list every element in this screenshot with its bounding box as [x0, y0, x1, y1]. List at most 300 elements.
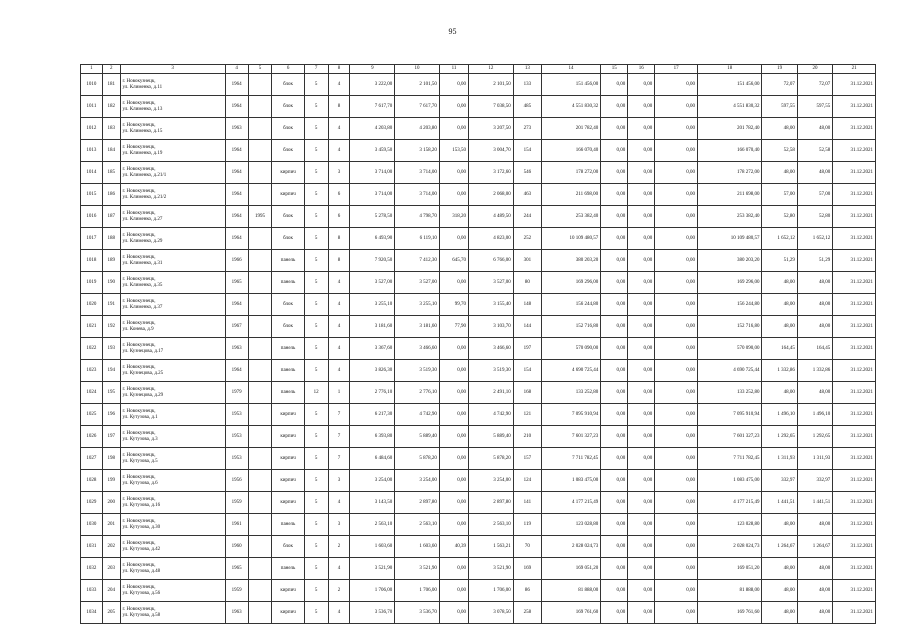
address-city: г. Новокузнецк, — [122, 320, 156, 326]
table-cell — [248, 74, 272, 96]
table-cell: 3 527,00 — [350, 272, 395, 294]
table-cell: 4 — [328, 360, 350, 382]
table-cell: 5 — [304, 536, 328, 558]
table-cell — [248, 316, 272, 338]
table-cell: 0,00 — [601, 338, 628, 360]
address-street: ул. Клименко, д.21/2 — [122, 194, 167, 200]
table-cell: 148 — [513, 294, 541, 316]
table-cell — [248, 580, 272, 602]
table-cell: 3 254,00 — [469, 470, 514, 492]
table-cell: 3 521,90 — [469, 558, 514, 580]
table-cell: 2 068,00 — [469, 184, 514, 206]
table-cell: 5 — [304, 118, 328, 140]
table-cell: 0,00 — [439, 338, 468, 360]
table-cell: 0,00 — [628, 294, 655, 316]
address-street: ул. Кутузова, д.16 — [122, 502, 161, 508]
table-cell: 0,00 — [628, 74, 655, 96]
table-cell: 178 272,00 — [541, 162, 600, 184]
table-cell: 0,00 — [439, 558, 468, 580]
table-cell: 201 — [102, 514, 120, 536]
table-row — [81, 316, 876, 338]
table-cell: 184 — [102, 140, 120, 162]
table-cell: 31.12.2021 — [833, 470, 876, 492]
table-cell: 0,00 — [655, 514, 698, 536]
table-cell: 123 028,80 — [697, 514, 762, 536]
table-cell: 1019 — [81, 272, 103, 294]
table-cell: 2 — [328, 536, 350, 558]
address-cell — [120, 206, 225, 228]
table-cell: 4 690 725,44 — [697, 360, 762, 382]
address-street: ул. Кутузова, д.30 — [122, 524, 161, 530]
table-cell: 332,97 — [762, 470, 797, 492]
table-cell: 3 714,00 — [350, 162, 395, 184]
table-cell: 203 — [102, 558, 120, 580]
address-street: ул. Кутузова, д.1 — [122, 414, 158, 420]
table-cell: 123 028,80 — [541, 514, 600, 536]
table-cell — [248, 140, 272, 162]
table-row — [81, 382, 876, 404]
table-cell: 5 — [304, 338, 328, 360]
table-cell — [248, 558, 272, 580]
table-cell: 5 — [304, 184, 328, 206]
table-cell: 6 393,80 — [350, 426, 395, 448]
table-cell: 0,00 — [655, 228, 698, 250]
table-cell: 301 — [513, 250, 541, 272]
table-cell: 0,00 — [628, 404, 655, 426]
table-cell: 1 332,86 — [797, 360, 832, 382]
table-cell: блок — [272, 206, 304, 228]
table-cell: 645,70 — [439, 250, 468, 272]
table-cell: 0,00 — [601, 558, 628, 580]
table-cell: 1032 — [81, 558, 103, 580]
table-cell: 151 456,00 — [541, 74, 600, 96]
table-cell: 2 101,50 — [395, 74, 440, 96]
table-cell: 0,00 — [439, 580, 468, 602]
table-cell: 3 — [328, 470, 350, 492]
table-cell: 31.12.2021 — [833, 140, 876, 162]
table-cell: 4 823,00 — [469, 228, 514, 250]
table-cell: 0,00 — [601, 272, 628, 294]
table-cell: 4 690 725,44 — [541, 360, 600, 382]
address-cell — [120, 558, 225, 580]
table-cell: 1963 — [225, 338, 248, 360]
table-cell: 0,00 — [439, 118, 468, 140]
table-cell: 1965 — [225, 272, 248, 294]
table-cell: 199 — [102, 470, 120, 492]
table-cell: 195 — [102, 382, 120, 404]
table-cell: 196 — [102, 404, 120, 426]
table-row — [81, 558, 876, 580]
column-number-5: 5 — [248, 65, 272, 74]
table-cell: 0,00 — [439, 360, 468, 382]
table-cell: 1012 — [81, 118, 103, 140]
address-street: ул. Клименко, д.19 — [122, 150, 163, 156]
table-cell — [248, 250, 272, 272]
table-cell: 5 — [304, 316, 328, 338]
address-city: г. Новокузнецк, — [122, 342, 156, 348]
table-cell: 1013 — [81, 140, 103, 162]
address-city: г. Новокузнецк, — [122, 298, 156, 304]
address-city: г. Новокузнецк, — [122, 144, 156, 150]
table-cell: 133 252,80 — [697, 382, 762, 404]
table-cell: 5 — [304, 580, 328, 602]
table-cell: 187 — [102, 206, 120, 228]
table-cell: кирпич — [272, 162, 304, 184]
table-cell: 0,00 — [655, 206, 698, 228]
table-cell: 1 083 475,00 — [541, 470, 600, 492]
table-cell: 1027 — [81, 448, 103, 470]
table-cell: 252 — [513, 228, 541, 250]
table-cell: 0,00 — [439, 184, 468, 206]
table-cell: 0,00 — [628, 470, 655, 492]
table-row — [81, 272, 876, 294]
table-cell: 169 296,00 — [697, 272, 762, 294]
column-number-10: 10 — [395, 65, 440, 74]
table-cell: панель — [272, 338, 304, 360]
table-cell: 200 — [102, 492, 120, 514]
address-cell — [120, 316, 225, 338]
table-cell: 6 493,90 — [350, 228, 395, 250]
table-cell: 1 311,93 — [797, 448, 832, 470]
table-cell: 1 603,60 — [350, 536, 395, 558]
table-cell: 31.12.2021 — [833, 316, 876, 338]
address-cell — [120, 228, 225, 250]
table-cell: 1964 — [225, 74, 248, 96]
table-cell: 3 181,60 — [395, 316, 440, 338]
table-cell: 3 527,00 — [469, 272, 514, 294]
table-cell: 1967 — [225, 316, 248, 338]
table-cell: 1 563,21 — [469, 536, 514, 558]
table-cell: 1966 — [225, 250, 248, 272]
table-cell: 3 714,00 — [395, 162, 440, 184]
table-cell: 332,97 — [797, 470, 832, 492]
table-cell: 0,00 — [655, 338, 698, 360]
table-cell: кирпич — [272, 404, 304, 426]
table-cell: 192 — [102, 316, 120, 338]
table-row — [81, 74, 876, 96]
table-cell: 1010 — [81, 74, 103, 96]
table-cell: 48,00 — [762, 162, 797, 184]
table-cell: 0,00 — [628, 206, 655, 228]
table-cell: 204 — [102, 580, 120, 602]
table-cell: 3 255,10 — [395, 294, 440, 316]
table-cell: 52,80 — [762, 206, 797, 228]
table-cell: 0,00 — [628, 272, 655, 294]
table-cell: 2 563,10 — [469, 514, 514, 536]
table-cell: 1 441,51 — [762, 492, 797, 514]
column-number-11: 11 — [439, 65, 468, 74]
table-cell: 2 897,80 — [395, 492, 440, 514]
table-cell: 0,00 — [655, 536, 698, 558]
table-cell: 185 — [102, 162, 120, 184]
table-cell: 197 — [102, 426, 120, 448]
table-cell: 1 496,10 — [762, 404, 797, 426]
table-cell: 0,00 — [628, 536, 655, 558]
table-cell: 0,00 — [628, 140, 655, 162]
table-cell: 31.12.2021 — [833, 580, 876, 602]
table-cell: 1021 — [81, 316, 103, 338]
table-cell: 0,00 — [439, 448, 468, 470]
table-cell: 0,00 — [601, 74, 628, 96]
table-cell: 3 172,60 — [469, 162, 514, 184]
address-street: ул. Кутузова, д.42 — [122, 546, 161, 552]
address-cell — [120, 404, 225, 426]
table-cell: 3 158,20 — [395, 140, 440, 162]
table-cell: 3 521,90 — [350, 558, 395, 580]
table-cell: 31.12.2021 — [833, 382, 876, 404]
table-cell: 7 601 327,23 — [541, 426, 600, 448]
table-cell: 31.12.2021 — [833, 536, 876, 558]
table-cell: кирпич — [272, 426, 304, 448]
table-cell: 1 603,60 — [395, 536, 440, 558]
table-cell: 1964 — [225, 294, 248, 316]
table-cell: 1018 — [81, 250, 103, 272]
table-cell — [248, 404, 272, 426]
table-row — [81, 360, 876, 382]
table-cell: 463 — [513, 184, 541, 206]
table-cell: 0,00 — [628, 382, 655, 404]
table-cell: 1 706,00 — [350, 580, 395, 602]
address-street: ул. Клименко, д.15 — [122, 128, 163, 134]
table-cell: 0,00 — [655, 470, 698, 492]
table-cell: 0,00 — [601, 294, 628, 316]
column-number-2: 2 — [102, 65, 120, 74]
table-cell: 81 888,00 — [541, 580, 600, 602]
table-cell: 8 — [328, 228, 350, 250]
address-city: г. Новокузнецк, — [122, 100, 156, 106]
table-cell: 1959 — [225, 492, 248, 514]
table-cell: 210 — [513, 426, 541, 448]
table-cell: 164,45 — [762, 338, 797, 360]
table-cell: 52,58 — [762, 140, 797, 162]
table-cell: 70 — [513, 536, 541, 558]
table-cell: панель — [272, 360, 304, 382]
address-city: г. Новокузнецк, — [122, 606, 156, 612]
table-cell: 0,00 — [655, 404, 698, 426]
table-cell: 3 — [328, 162, 350, 184]
table-cell: 1033 — [81, 580, 103, 602]
table-row — [81, 448, 876, 470]
column-number-7: 7 — [304, 65, 328, 74]
table-cell: 485 — [513, 96, 541, 118]
table-cell: 4 203,80 — [395, 118, 440, 140]
table-cell: 0,00 — [601, 360, 628, 382]
table-cell: панель — [272, 382, 304, 404]
table-cell: кирпич — [272, 602, 304, 624]
table-cell: 31.12.2021 — [833, 426, 876, 448]
table-row — [81, 602, 876, 624]
address-city: г. Новокузнецк, — [122, 166, 156, 172]
table-cell: 5 — [304, 228, 328, 250]
table-cell: 1 706,00 — [395, 580, 440, 602]
table-cell: 31.12.2021 — [833, 96, 876, 118]
table-cell: 169 051,20 — [697, 558, 762, 580]
address-street: ул. Конева, д.9 — [122, 326, 154, 332]
table-cell: 1 264,67 — [797, 536, 832, 558]
table-cell: 2 028 024,73 — [541, 536, 600, 558]
table-cell: 3 367,60 — [350, 338, 395, 360]
table-row — [81, 426, 876, 448]
address-cell — [120, 74, 225, 96]
column-number-14: 14 — [541, 65, 600, 74]
table-cell: 1015 — [81, 184, 103, 206]
table-cell: 202 — [102, 536, 120, 558]
table-cell: 546 — [513, 162, 541, 184]
table-cell: 3 004,70 — [469, 140, 514, 162]
table-cell: 166 070,40 — [697, 140, 762, 162]
address-street: ул. Клименко, д.31 — [122, 260, 163, 266]
table-cell: 31.12.2021 — [833, 404, 876, 426]
table-cell: 0,00 — [655, 558, 698, 580]
address-cell — [120, 118, 225, 140]
table-cell: 0,00 — [655, 294, 698, 316]
address-cell — [120, 470, 225, 492]
table-cell: 4 551 830,32 — [697, 96, 762, 118]
table-cell: 1028 — [81, 470, 103, 492]
table-cell — [248, 514, 272, 536]
table-cell: 7 095 910,94 — [541, 404, 600, 426]
table-cell: 0,00 — [439, 492, 468, 514]
table-cell: 57,00 — [797, 184, 832, 206]
table-cell: 178 272,00 — [697, 162, 762, 184]
table-cell: блок — [272, 316, 304, 338]
table-cell: 1960 — [225, 536, 248, 558]
table-cell: блок — [272, 96, 304, 118]
table-cell: 570 090,00 — [697, 338, 762, 360]
column-number-17: 17 — [655, 65, 698, 74]
table-cell: 0,00 — [439, 162, 468, 184]
table-cell: 5 — [304, 448, 328, 470]
table-cell: 48,00 — [762, 580, 797, 602]
table-cell: 0,00 — [655, 250, 698, 272]
table-cell — [248, 382, 272, 404]
table-cell: 3 155,40 — [469, 294, 514, 316]
table-cell: 7 711 782,45 — [541, 448, 600, 470]
table-cell: 0,00 — [439, 404, 468, 426]
address-city: г. Новокузнецк, — [122, 364, 156, 370]
address-street: ул. Кутузова, д.6 — [122, 480, 158, 486]
table-cell: 31.12.2021 — [833, 360, 876, 382]
table-cell: 1964 — [225, 184, 248, 206]
table-cell: 169 — [513, 558, 541, 580]
address-street: ул. Кутузова, д.3 — [122, 436, 158, 442]
table-row — [81, 206, 876, 228]
table-row — [81, 580, 876, 602]
table-cell: 0,00 — [655, 184, 698, 206]
table-cell: 5 — [304, 96, 328, 118]
table-cell: 48,00 — [762, 118, 797, 140]
address-city: г. Новокузнецк, — [122, 254, 156, 260]
address-cell — [120, 536, 225, 558]
table-cell: 1022 — [81, 338, 103, 360]
table-cell: 48,00 — [762, 316, 797, 338]
table-cell: 0,00 — [628, 184, 655, 206]
table-cell: 0,00 — [601, 602, 628, 624]
address-cell — [120, 514, 225, 536]
table-cell: 77,90 — [439, 316, 468, 338]
column-number-9: 9 — [350, 65, 395, 74]
table-cell: 0,00 — [601, 140, 628, 162]
table-cell: панель — [272, 250, 304, 272]
address-street: ул. Кутузова, д.48 — [122, 568, 161, 574]
table-cell: 4 — [328, 140, 350, 162]
table-cell: 152 716,80 — [541, 316, 600, 338]
table-cell: 0,00 — [628, 118, 655, 140]
table-row — [81, 294, 876, 316]
table-cell: 4 — [328, 118, 350, 140]
table-cell: 151 456,00 — [697, 74, 762, 96]
table-cell: 1959 — [225, 580, 248, 602]
table-cell: 5 — [304, 602, 328, 624]
table-cell: 1016 — [81, 206, 103, 228]
address-cell — [120, 602, 225, 624]
table-cell: 0,00 — [628, 316, 655, 338]
address-city: г. Новокузнецк, — [122, 276, 156, 282]
table-cell: 48,00 — [762, 514, 797, 536]
table-cell: 2 776,10 — [350, 382, 395, 404]
table-cell: 190 — [102, 272, 120, 294]
table-cell: 4 742,90 — [395, 404, 440, 426]
table-cell: 0,00 — [655, 96, 698, 118]
table-cell: 1953 — [225, 426, 248, 448]
table-cell: 0,00 — [628, 228, 655, 250]
address-city: г. Новокузнецк, — [122, 386, 156, 392]
table-cell: 6 766,00 — [469, 250, 514, 272]
table-cell: кирпич — [272, 448, 304, 470]
table-cell: 119 — [513, 514, 541, 536]
table-cell — [248, 294, 272, 316]
table-cell: 48,00 — [797, 162, 832, 184]
column-number-12: 12 — [469, 65, 514, 74]
table-cell: 5 878,20 — [395, 448, 440, 470]
table-cell: 48,00 — [762, 558, 797, 580]
table-cell: 0,00 — [601, 382, 628, 404]
table-cell: 154 — [513, 140, 541, 162]
table-cell: 0,00 — [628, 514, 655, 536]
table-cell: 189 — [102, 250, 120, 272]
table-cell — [248, 448, 272, 470]
table-cell: 193 — [102, 338, 120, 360]
table-cell: 3 254,00 — [350, 470, 395, 492]
table-cell: 0,00 — [601, 228, 628, 250]
table-cell: 7 038,50 — [469, 96, 514, 118]
table-cell: 6 — [328, 206, 350, 228]
table-cell — [248, 536, 272, 558]
table-cell — [248, 602, 272, 624]
table-cell: 0,00 — [655, 140, 698, 162]
table-cell: 3 103,70 — [469, 316, 514, 338]
table-cell: 1023 — [81, 360, 103, 382]
table-cell: 2 — [328, 580, 350, 602]
table-cell: 72,07 — [762, 74, 797, 96]
table-cell: 1 652,12 — [762, 228, 797, 250]
table-cell: 81 888,00 — [697, 580, 762, 602]
table-cell: 3 255,10 — [350, 294, 395, 316]
table-cell: 6 484,60 — [350, 448, 395, 470]
table-cell: 1961 — [225, 514, 248, 536]
table-cell: 0,00 — [601, 162, 628, 184]
table-cell: 154 — [513, 360, 541, 382]
table-cell: 380 203,20 — [541, 250, 600, 272]
table-cell: 2 563,10 — [395, 514, 440, 536]
table-cell: 1953 — [225, 448, 248, 470]
table-cell: 4 798,70 — [395, 206, 440, 228]
table-cell: 0,00 — [439, 514, 468, 536]
table-cell: 31.12.2021 — [833, 184, 876, 206]
table-cell: 1 264,67 — [762, 536, 797, 558]
table-cell: 0,00 — [439, 426, 468, 448]
table-cell: 258 — [513, 602, 541, 624]
